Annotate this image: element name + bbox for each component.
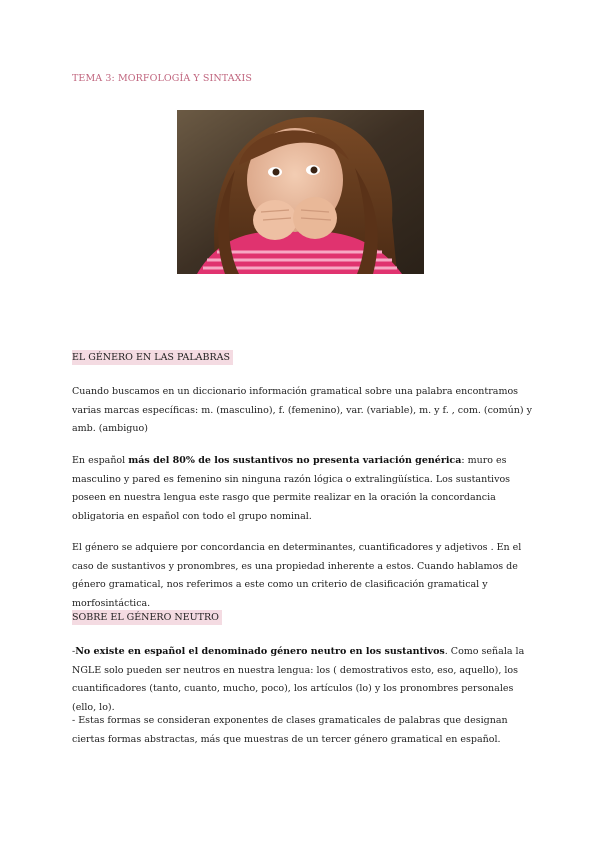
child-photo: [177, 110, 424, 274]
paragraph-text: . Como señala la NGLE solo pueden ser neutros en nuestra lengua: los ( demostrativos esto, eso, aquello), los cuantificadores (tanto, cuanto, mucho, poco), los artículos (lo) y los pronombres personales (ello, lo).: [72, 646, 525, 713]
document-title: TEMA 3: MORFOLOGÍA Y SINTAXIS: [72, 73, 252, 84]
paragraph-diccionario: Cuando buscamos en un diccionario información gramatical sobre una palabra encontramos varias marcas específicas: m. (masculino), f. (femenino), var. (variable), m. y f. , com. (común) y amb. (ambiguo): [72, 386, 532, 434]
paragraph-variacion-generica: [72, 452, 532, 526]
paragraph-formas-abstractas: - Estas formas se consideran exponentes de clases gramaticales de palabras que designan ciertas formas abstractas, más que muestras de un tercer género gramatical en español.: [72, 715, 508, 745]
bold-text: No existe en español el denominado género neutro en los sustantivos: [75, 646, 445, 657]
section-heading-genero-neutro: SOBRE EL GÉNERO NEUTRO: [72, 610, 222, 625]
paragraph-concordancia: El género se adquiere por concordancia en determinantes, cuantificadores y adjetivos . En el caso de sustantivos y pronombres, es una propiedad inherente a estos. Cuando hablamos de género gramatical, nos referimos a este como un criterio de clasificación gramatical y morfosintáctica.: [72, 542, 522, 609]
section-heading-genero-palabras: EL GÉNERO EN LAS PALABRAS: [72, 350, 233, 365]
paragraph-text: -: [72, 646, 76, 657]
paragraph-text: En español: [72, 455, 129, 466]
paragraph-genero-neutro: [72, 643, 532, 717]
paragraph-text: : muro es masculino y pared es femenino sin ninguna razón lógica o extralingüística. Los sustantivos poseen en nuestra lengua este rasgo que permite realizar en la oración la concordancia obligatoria en español con todo el grupo nominal.: [72, 455, 511, 522]
bold-text: más del 80% de los sustantivos no presenta variación genérica: [128, 455, 462, 466]
